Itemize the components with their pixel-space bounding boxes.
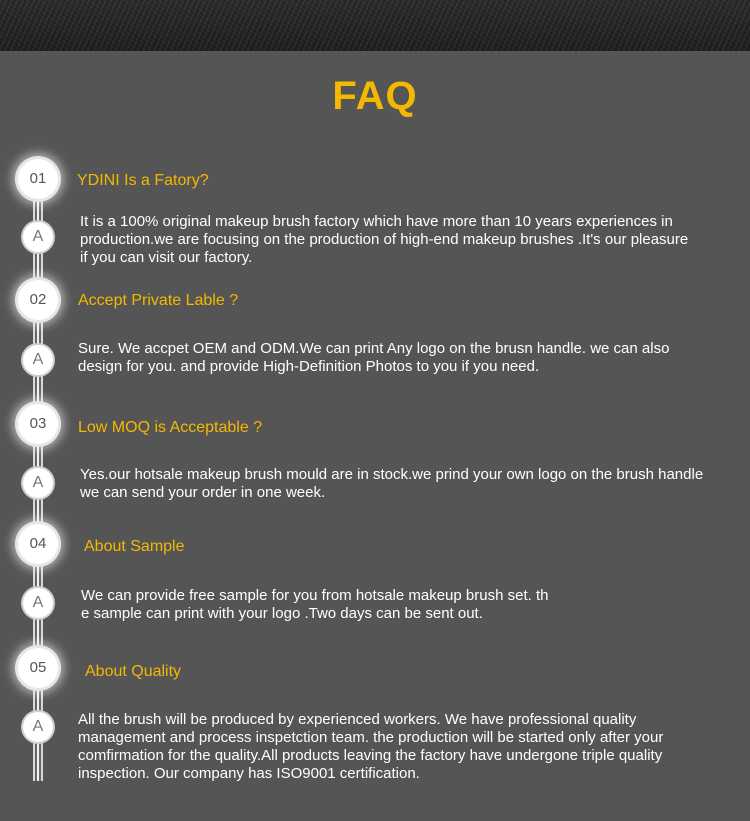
page-title: FAQ [332, 74, 418, 118]
faq-number-badge: 04 [18, 524, 58, 564]
answer-marker-icon: A [23, 345, 53, 375]
faq-question: About Quality [85, 663, 182, 680]
faq-number-badge: 02 [18, 280, 58, 320]
answer-marker-icon: A [23, 712, 53, 742]
faq-answer: We can provide free sample for you from hotsale makeup brush set. th e sample can print with your logo .Two days can be sent out. [81, 587, 549, 622]
faq-question: Low MOQ is Acceptable ? [78, 419, 263, 436]
faq-answer: It is a 100% original makeup brush factory which have more than 10 years experiences in production.we are focusing on the production of high-end makeup brushes .It's our pleasure if you can visit our factory. [80, 213, 689, 266]
faq-question: About Sample [84, 538, 185, 555]
faq-question: Accept Private Lable ? [78, 292, 239, 309]
answer-marker-icon: A [23, 468, 53, 498]
top-banner-texture [0, 0, 750, 51]
faq-number-badge: 03 [18, 404, 58, 444]
faq-number-badge: 05 [18, 648, 58, 688]
answer-marker-icon: A [23, 222, 53, 252]
faq-answer: All the brush will be produced by experienced workers. We have professional quality management and process inspetction team. the production will be started only after your comfirmation for the quality.All products leaving the factory have undergone triple quality inspection. Our company has ISO9001 certification. [78, 711, 664, 782]
faq-number-badge: 01 [18, 159, 58, 199]
faq-answer: Sure. We accpet OEM and ODM.We can print Any logo on the brusn handle. we can also design for you. and provide High-Definition Photos to you if you need. [78, 340, 670, 375]
faq-question: YDINI Is a Fatory? [77, 172, 209, 189]
faq-answer: Yes.our hotsale makeup brush mould are in stock.we prind your own logo on the brush handle we can send your order in one week. [80, 466, 704, 501]
answer-marker-icon: A [23, 588, 53, 618]
